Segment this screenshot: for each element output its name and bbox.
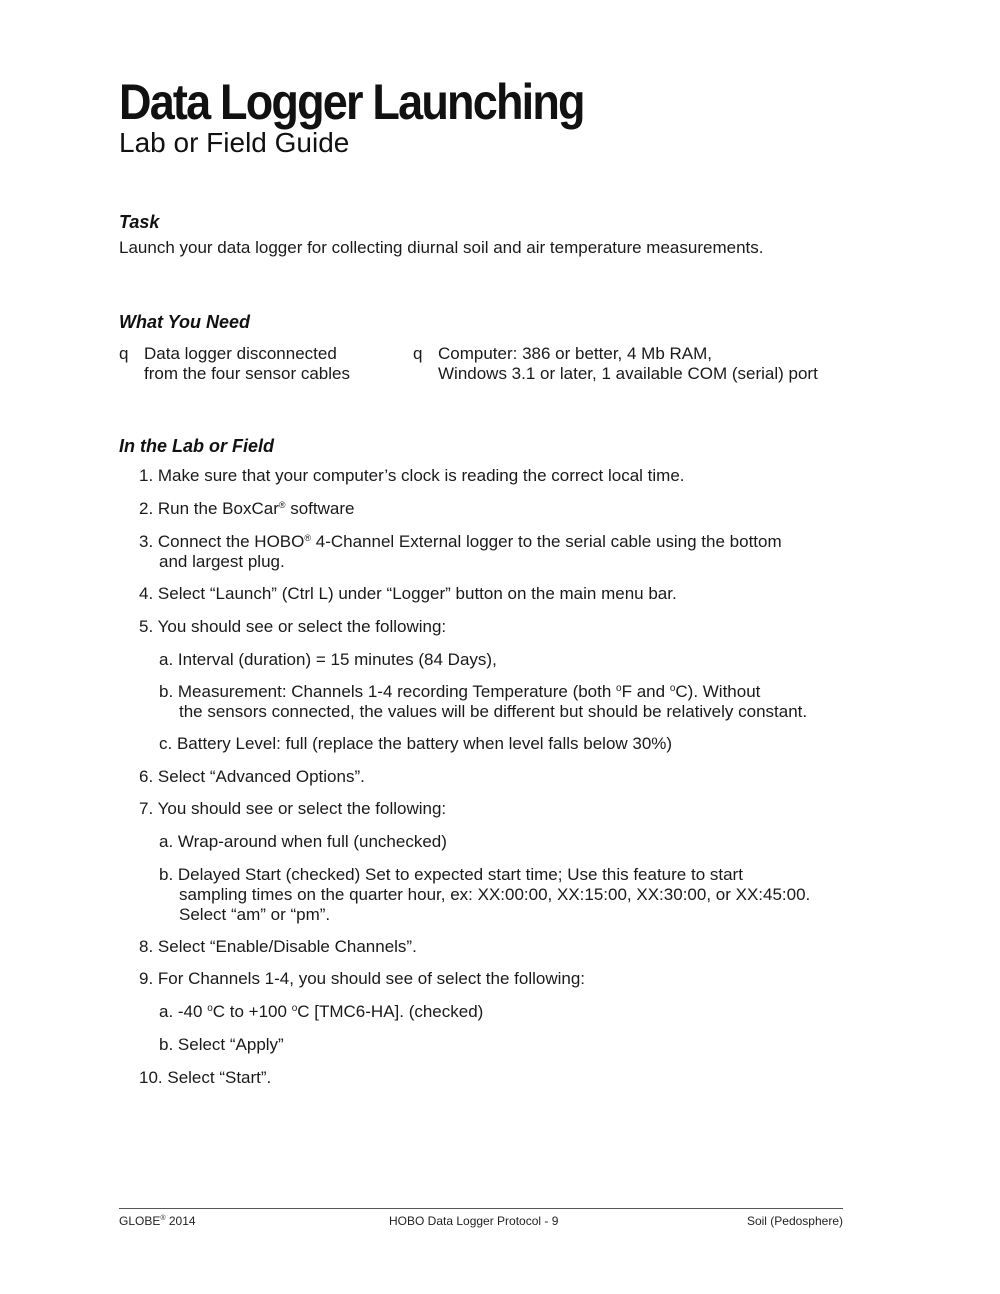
page-title: Data Logger Launching — [119, 74, 584, 130]
lab-field-heading: In the Lab or Field — [119, 436, 275, 456]
step-7b — [159, 865, 810, 925]
footer-divider — [119, 1208, 843, 1209]
step-text: 3. Connect the HOBO — [139, 532, 305, 551]
step-9 — [139, 969, 585, 989]
degree-mark: o — [291, 1003, 298, 1014]
checkbox-bullet-icon: q — [413, 344, 423, 363]
step-text: a. Wrap-around when full (unchecked) — [159, 832, 447, 851]
registered-mark: ® — [304, 533, 312, 543]
step-text: the sensors connected, the values will be different but should be relatively constant. — [179, 702, 808, 721]
degree-mark: o — [207, 1003, 213, 1014]
step-5b — [159, 682, 807, 722]
step-text: b. Select “Apply” — [159, 1035, 284, 1054]
registered-mark: ® — [278, 500, 286, 510]
step-text: 6. Select “Advanced Options”. — [139, 767, 365, 786]
need-item-line: Windows 3.1 or later, 1 available COM (serial) port — [438, 364, 818, 383]
step-text: F and — [621, 682, 670, 701]
step-text: a. Interval (duration) = 15 minutes (84 Days), — [159, 650, 497, 669]
registered-mark: ® — [160, 1215, 166, 1222]
footer-year: 2014 — [165, 1214, 196, 1228]
task-heading: Task — [119, 212, 160, 232]
step-text: C [TMC6-HA]. (checked) — [297, 1002, 484, 1021]
step-5c — [159, 734, 672, 754]
step-text: 5. You should see or select the following: — [139, 617, 447, 636]
step-5a — [159, 650, 497, 670]
step-10 — [139, 1068, 271, 1088]
step-8 — [139, 937, 417, 957]
step-4 — [139, 584, 677, 604]
footer-brand: GLOBE — [119, 1214, 161, 1228]
step-6 — [139, 767, 365, 787]
footer-center: HOBO Data Logger Protocol - 9 — [389, 1214, 559, 1228]
step-9b — [159, 1035, 284, 1055]
step-text: and largest plug. — [159, 552, 285, 571]
step-7 — [139, 799, 446, 819]
step-text: Select “am” or “pm”. — [179, 905, 331, 924]
degree-mark: o — [616, 683, 622, 694]
step-text: a. -40 — [159, 1002, 208, 1021]
step-9a — [159, 1002, 483, 1022]
page-subtitle: Lab or Field Guide — [119, 127, 350, 158]
step-3 — [139, 532, 782, 572]
step-text: software — [285, 499, 355, 518]
task-text: Launch your data logger for collecting diurnal soil and air temperature measurements. — [119, 238, 764, 257]
step-2 — [139, 499, 354, 519]
step-text: C to +100 — [212, 1002, 292, 1021]
step-text: 7. You should see or select the following: — [139, 799, 447, 818]
checkbox-bullet-icon: q — [119, 344, 129, 363]
step-text: C). Without — [675, 682, 761, 701]
need-item-line: Data logger disconnected — [144, 344, 337, 363]
step-text: 9. For Channels 1-4, you should see of select the following: — [139, 969, 586, 988]
step-1 — [139, 466, 685, 486]
step-text: b. Delayed Start (checked) Set to expected start time; Use this feature to start — [159, 865, 743, 884]
step-text: 4-Channel External logger to the serial cable using the bottom — [311, 532, 782, 551]
step-text: c. Battery Level: full (replace the battery when level falls below 30%) — [159, 734, 673, 753]
step-text: sampling times on the quarter hour, ex: XX:00:00, XX:15:00, XX:30:00, or XX:45:00. — [179, 885, 811, 904]
degree-mark: o — [669, 683, 676, 694]
need-item-line: from the four sensor cables — [144, 364, 350, 383]
step-text: 10. Select “Start”. — [139, 1068, 272, 1087]
step-text: b. Measurement: Channels 1-4 recording Temperature (both — [159, 682, 617, 701]
footer-right: Soil (Pedosphere) — [746, 1214, 843, 1228]
step-5 — [139, 617, 446, 637]
what-you-need-heading: What You Need — [119, 312, 251, 332]
step-text: 1. Make sure that your computer’s clock is reading the correct local time. — [139, 466, 685, 485]
step-7a — [159, 832, 447, 852]
need-item-line: Computer: 386 or better, 4 Mb RAM, — [438, 344, 713, 363]
step-text: 8. Select “Enable/Disable Channels”. — [139, 937, 417, 956]
step-text: 4. Select “Launch” (Ctrl L) under “Logger” button on the main menu bar. — [139, 584, 677, 603]
footer-left — [119, 1214, 196, 1228]
step-text: 2. Run the BoxCar — [139, 499, 279, 518]
